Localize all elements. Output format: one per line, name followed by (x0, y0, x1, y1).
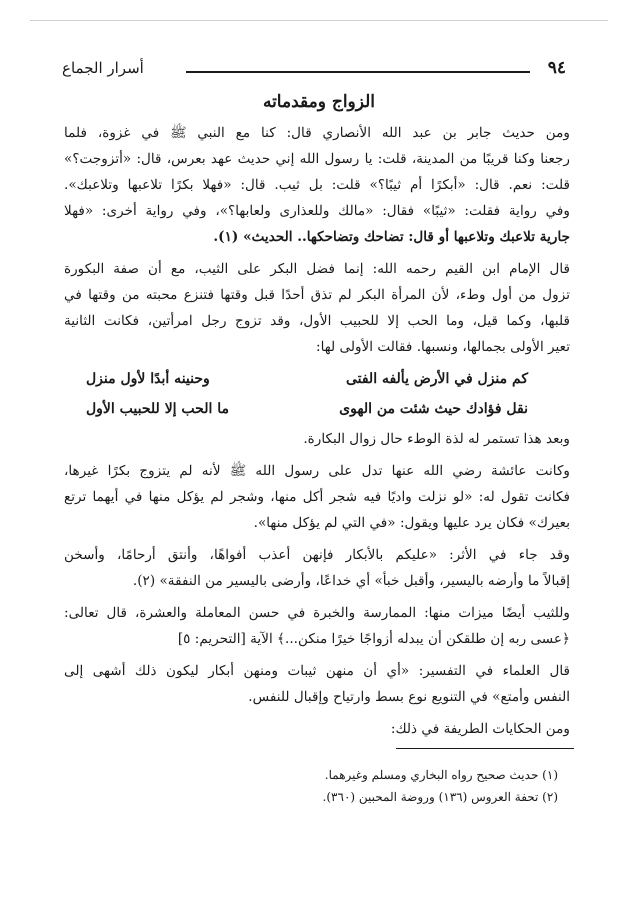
section-title: الزواج ومقدماته (262, 92, 376, 112)
text-line: وللثيب أيضًا ميزات منها: الممارسة والخبرة في حسن المعاملة والعشرة، قال تعالى: (64, 605, 570, 621)
text-line: وبعد هذا تستمر له لذة الوطء حال زوال البكارة. (303, 431, 570, 447)
text-line: إقبالاً ما وأرضه باليسير، وأقبل خبأ» أي خداعًا، وأرضى باليسير من النفقة» (٢). (132, 573, 570, 589)
body-text (64, 120, 570, 742)
text-line: فكانت تقول له: «لو نزلت واديًا فيه شجر أكل منها، وشجر لم يؤكل منها في أيهما ترتع (64, 489, 570, 505)
text-line: قال الإمام ابن القيم رحمه الله: إنما فضل البكر على الثيب، مع أن صفة البكورة (64, 261, 570, 277)
text-line: ﴿عسى ربه إن طلقكن أن يبدله أزواجًا خيرًا منكن...﴾ الآية [التحريم: ٥] (177, 631, 570, 647)
paragraph-block-2 (64, 426, 570, 742)
footnote: (٢) تحفة العروس (١٣٦) وروضة المحبين (٣٦٠). (322, 790, 558, 804)
poem-hemistich-first: نقل فؤادك حيث شئت من الهوى (339, 401, 528, 417)
text-line: ومن حديث جابر بن عبد الله الأنصاري قال: كنا مع النبي ﷺ في غزوة، فلما (64, 125, 570, 141)
poem (64, 364, 570, 424)
text-line: جارية تلاعبك وتلاعبها أو قال: تضاحك وتضاحكها.. الحديث» (١). (213, 229, 570, 245)
text-line: قال العلماء في التفسير: «أي أن منهن ثيبات ومنهن أبكار ليكون ذلك أشهى إلى (64, 663, 570, 679)
text-line: ومن الحكايات الطريفة في ذلك: (390, 721, 570, 737)
text-line: وقد جاء في الأثر: «عليكم بالأبكار فإنهن أعذب أفواهًا، وأنتق أرحامًا، وأسخن (64, 547, 570, 563)
poem-verse (64, 364, 570, 394)
scan-top-edge (30, 20, 608, 21)
text-line: بعيرك» فكان يرد عليها ويقول: «في التي لم يؤكل منها». (253, 515, 570, 531)
poem-hemistich-second: ما الحب إلا للحبيب الأول (86, 401, 230, 417)
page-number: ٩٤ (547, 58, 566, 78)
text-line: وكانت عائشة رضي الله عنها تدل على رسول الله ﷺ لأنه لم يتزوج بكرًا غيرها، (64, 463, 570, 479)
footnote-rule (396, 748, 574, 749)
header-rule (186, 71, 530, 73)
text-line: تعير الأولى بجمالها، ونسبها. فقالت الأولى لها: (316, 339, 570, 355)
text-line: تزول من أول وطء، لأن المرأة البكر لم تذق أحدًا قبل وقتها فتنزع محبته من وقتها في (64, 287, 570, 303)
running-title: أسرار الجماع (62, 59, 144, 77)
poem-hemistich-second: وحنينه أبدًا لأول منزل (86, 371, 210, 387)
text-line: رجعنا وكنا قريبًا من المدينة، قلت: يا رسول الله إني حديث عهد بعرس، قال: «أتزوجت؟» (64, 151, 570, 167)
text-line: قلبها، وكما قيل، وما الحب إلا للحبيب الأول، وقد تزوج رجل امرأتين، فكانت الثانية (64, 313, 570, 329)
page-header (62, 58, 566, 84)
poem-verse (64, 394, 570, 424)
footnote: (١) حديث صحيح رواه البخاري ومسلم وغيرهما. (324, 768, 558, 782)
footnotes (64, 764, 558, 808)
text-line: النفس وأمتع» في التنويع نوع بسط وارتياح وإقبال للنفس. (248, 689, 570, 705)
poem-hemistich-first: كم منزل في الأرض يألفه الفتى (345, 371, 528, 387)
text-line: قلت: نعم. قال: «أبكرًا أم ثيبًا؟» قلت: بل ثيب. قال: «فهلا بكرًا تلاعبها وتلاعبك». (64, 177, 570, 193)
text-line: وفي رواية فقلت: «ثيبًا» فقال: «مالك وللعذارى ولعابها؟»، وفي رواية أخرى: «فهلا (64, 203, 570, 219)
paragraph-block-1 (64, 120, 570, 360)
